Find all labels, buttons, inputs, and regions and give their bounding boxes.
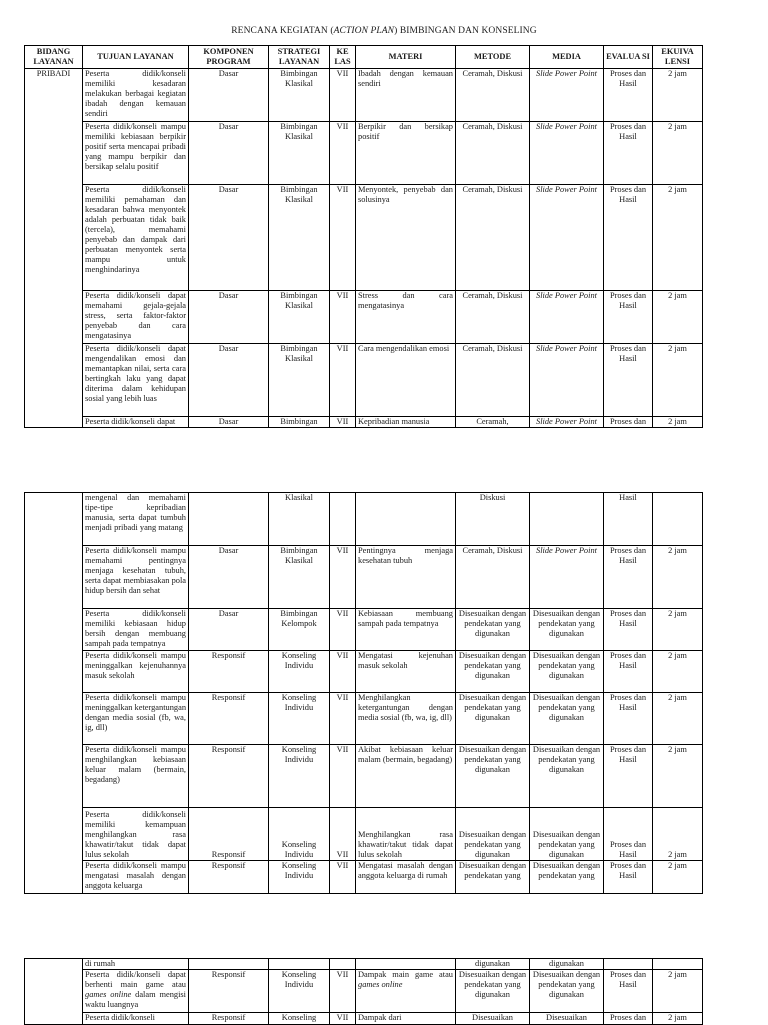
komponen-cell: Dasar — [189, 185, 269, 291]
komponen-cell: Responsif — [189, 1013, 269, 1025]
materi-cell: Akibat kebiasaan keluar malam (bermain, begadang) — [356, 745, 456, 808]
media-cell: Slide Power Point — [530, 546, 604, 609]
ekuivalensi-cell: 2 jam — [653, 291, 703, 344]
media-cell: Disesuaikan dengan pendekatan yang digunakan — [530, 693, 604, 745]
media-cell: Disesuaikan dengan pendekatan yang digunakan — [530, 609, 604, 651]
materi-cell: Stress dan cara mengatasinya — [356, 291, 456, 344]
metode-cell: Diskusi — [456, 493, 530, 546]
strategi-cell: Bimbingan Kelompok — [269, 609, 330, 651]
media-cell: Slide Power Point — [530, 344, 604, 417]
kelas-cell: VII — [330, 546, 356, 609]
tujuan-cell: Peserta didik/konseli dapat — [83, 417, 189, 428]
table-row — [25, 693, 703, 745]
action-plan-table-part-3 — [24, 958, 703, 1025]
kelas-cell — [330, 959, 356, 970]
komponen-cell: Dasar — [189, 291, 269, 344]
kelas-cell: VII — [330, 651, 356, 693]
ekuivalensi-cell: 2 jam — [653, 185, 703, 291]
materi-cell: Cara mengendalikan emosi — [356, 344, 456, 417]
media-cell: Disesuaikan dengan pendekatan yang digunakan — [530, 808, 604, 861]
metode-cell: digunakan — [456, 959, 530, 970]
table-row — [25, 959, 703, 970]
komponen-cell: Responsif — [189, 745, 269, 808]
evaluasi-cell: Proses dan — [604, 1013, 653, 1025]
metode-cell: Disesuaikan dengan pendekatan yang digunakan — [456, 651, 530, 693]
tujuan-cell: Peserta didik/konseli memiliki pemahaman dan kesadaran bahwa menyontek adalah perbuatan tidak baik (tercela), memahami penyebab dan dampak dari perbuatan menyontek serta mampu untuk menghindarinya — [83, 185, 189, 291]
evaluasi-cell: Proses dan Hasil — [604, 122, 653, 185]
evaluasi-cell: Proses dan Hasil — [604, 609, 653, 651]
header-komponen-program: KOMPONEN PROGRAM — [189, 46, 269, 69]
tujuan-cell: Peserta didik/konseli mampu meninggalkan kejenuhannya masuk sekolah — [83, 651, 189, 693]
header-media: MEDIA — [530, 46, 604, 69]
kelas-cell: VII — [330, 970, 356, 1013]
media-cell: Slide Power Point — [530, 185, 604, 291]
media-cell: Slide Power Point — [530, 417, 604, 428]
table-row — [25, 122, 703, 185]
komponen-cell: Dasar — [189, 609, 269, 651]
evaluasi-cell: Proses dan Hasil — [604, 970, 653, 1013]
strategi-cell: Konseling Individu — [269, 693, 330, 745]
materi-cell: Dampak dari — [356, 1013, 456, 1025]
tujuan-cell: Peserta didik/konseli dapat memahami gejala-gejala stress, serta faktor-faktor penyebab dan cara mengatasinya — [83, 291, 189, 344]
evaluasi-cell: Proses dan Hasil — [604, 344, 653, 417]
materi-cell: Ibadah dengan kemauan sendiri — [356, 69, 456, 122]
metode-cell: Ceramah, Diskusi — [456, 291, 530, 344]
komponen-cell: Dasar — [189, 122, 269, 185]
media-cell: Slide Power Point — [530, 122, 604, 185]
kelas-cell: VII — [330, 122, 356, 185]
materi-cell: Mengatasi masalah dengan anggota keluarga di rumah — [356, 861, 456, 894]
tujuan-cell: Peserta didik/konseli mampu menghilangkan kebiasaan keluar malam (bermain, begadang) — [83, 745, 189, 808]
komponen-cell: Dasar — [189, 69, 269, 122]
table-row — [25, 1013, 703, 1025]
materi-cell: Pentingnya menjaga kesehatan tubuh — [356, 546, 456, 609]
metode-cell: Ceramah, Diskusi — [456, 546, 530, 609]
strategi-cell — [269, 959, 330, 970]
kelas-cell: VII — [330, 808, 356, 861]
tujuan-cell: Peserta didik/konseli mampu meninggalkan ketergantungan dengan media sosial (fb, wa, ig, dll) — [83, 693, 189, 745]
evaluasi-cell: Proses dan Hasil — [604, 185, 653, 291]
table-row — [25, 69, 703, 122]
ekuivalensi-cell — [653, 493, 703, 546]
strategi-cell: Bimbingan Klasikal — [269, 122, 330, 185]
media-cell: Disesuaikan dengan pendekatan yang digunakan — [530, 970, 604, 1013]
evaluasi-cell: Proses dan Hasil — [604, 745, 653, 808]
metode-cell: Disesuaikan dengan pendekatan yang digunakan — [456, 609, 530, 651]
materi-cell: Kebiasaan membuang sampah pada tempatnya — [356, 609, 456, 651]
tujuan-cell: Peserta didik/konseli memiliki kebiasaan hidup bersih dengan membuang sampah pada tempatnya — [83, 609, 189, 651]
komponen-cell: Dasar — [189, 546, 269, 609]
metode-cell: Disesuaikan dengan pendekatan yang digunakan — [456, 745, 530, 808]
ekuivalensi-cell: 2 jam — [653, 546, 703, 609]
media-cell: Disesuaikan dengan pendekatan yang digunakan — [530, 745, 604, 808]
kelas-cell: VII — [330, 185, 356, 291]
table-row — [25, 291, 703, 344]
ekuivalensi-cell: 2 jam — [653, 1013, 703, 1025]
tujuan-cell: Peserta didik/konseli mampu memahami pentingnya menjaga kesehatan tubuh, serta dapat membiasakan pola hidup bersih dan sehat — [83, 546, 189, 609]
kelas-cell: VII — [330, 417, 356, 428]
metode-cell: Disesuaikan dengan pendekatan yang digunakan — [456, 970, 530, 1013]
strategi-cell: Bimbingan — [269, 417, 330, 428]
strategi-cell: Konseling Individu — [269, 651, 330, 693]
metode-cell: Ceramah, Diskusi — [456, 185, 530, 291]
strategi-cell: Konseling Individu — [269, 970, 330, 1013]
table-row — [25, 651, 703, 693]
evaluasi-cell — [604, 959, 653, 970]
evaluasi-cell: Hasil — [604, 493, 653, 546]
media-cell: Disesuaikan dengan pendekatan yang — [530, 861, 604, 894]
evaluasi-cell: Proses dan Hasil — [604, 693, 653, 745]
ekuivalensi-cell — [653, 959, 703, 970]
tujuan-cell: mengenal dan memahami tipe-tipe kepribadian manusia, serta dapat tumbuh menjadi pribadi yang matang — [83, 493, 189, 546]
header-metode: METODE — [456, 46, 530, 69]
bidang-layanan-cell: PRIBADI — [25, 69, 83, 428]
kelas-cell: VII — [330, 861, 356, 894]
metode-cell: Disesuaikan dengan pendekatan yang digunakan — [456, 808, 530, 861]
ekuivalensi-cell: 2 jam — [653, 609, 703, 651]
strategi-cell: Konseling Individu — [269, 808, 330, 861]
metode-cell: Disesuaikan dengan pendekatan yang digunakan — [456, 693, 530, 745]
komponen-cell — [189, 493, 269, 546]
metode-cell: Ceramah, Diskusi — [456, 69, 530, 122]
kelas-cell: VII — [330, 609, 356, 651]
metode-cell: Ceramah, Diskusi — [456, 122, 530, 185]
media-cell: digunakan — [530, 959, 604, 970]
metode-cell: Ceramah, — [456, 417, 530, 428]
komponen-cell: Dasar — [189, 417, 269, 428]
ekuivalensi-cell: 2 jam — [653, 745, 703, 808]
media-cell — [530, 493, 604, 546]
tujuan-cell: Peserta didik/konseli mampu memiliki kebiasaan berpikir positif serta mencapai pribadi yang mampu berpikir dan bersikap selalu positif — [83, 122, 189, 185]
header-materi: MATERI — [356, 46, 456, 69]
table-row — [25, 546, 703, 609]
tujuan-cell: Peserta didik/konseli mampu mengatasi masalah dengan anggota keluarga — [83, 861, 189, 894]
komponen-cell — [189, 959, 269, 970]
table-row — [25, 745, 703, 808]
komponen-cell: Responsif — [189, 970, 269, 1013]
materi-cell: Menghilangkan ketergantungan dengan media sosial (fb, wa, ig, dll) — [356, 693, 456, 745]
materi-cell — [356, 959, 456, 970]
komponen-cell: Dasar — [189, 344, 269, 417]
strategi-cell: Bimbingan Klasikal — [269, 69, 330, 122]
ekuivalensi-cell: 2 jam — [653, 693, 703, 745]
ekuivalensi-cell: 2 jam — [653, 970, 703, 1013]
table-row — [25, 609, 703, 651]
evaluasi-cell: Proses dan Hasil — [604, 861, 653, 894]
komponen-cell: Responsif — [189, 808, 269, 861]
komponen-cell: Responsif — [189, 693, 269, 745]
metode-cell: Ceramah, Diskusi — [456, 344, 530, 417]
media-cell: Disesuaikan — [530, 1013, 604, 1025]
table-row — [25, 808, 703, 861]
strategi-cell: Klasikal — [269, 493, 330, 546]
kelas-cell: VII — [330, 745, 356, 808]
evaluasi-cell: Proses dan Hasil — [604, 808, 653, 861]
metode-cell: Disesuaikan — [456, 1013, 530, 1025]
table-row — [25, 344, 703, 417]
tujuan-cell: Peserta didik/konseli — [83, 1013, 189, 1025]
ekuivalensi-cell: 2 jam — [653, 69, 703, 122]
bidang-layanan-cell — [25, 959, 83, 1025]
strategi-cell: Konseling Individu — [269, 861, 330, 894]
materi-cell: Menghilangkan rasa khawatir/takut tidak dapat lulus sekolah — [356, 808, 456, 861]
evaluasi-cell: Proses dan Hasil — [604, 546, 653, 609]
table-row — [25, 861, 703, 894]
kelas-cell — [330, 493, 356, 546]
materi-cell — [356, 493, 456, 546]
materi-cell: Menyontek, penyebab dan solusinya — [356, 185, 456, 291]
action-plan-table-part-1 — [24, 45, 703, 428]
strategi-cell: Bimbingan Klasikal — [269, 344, 330, 417]
ekuivalensi-cell: 2 jam — [653, 344, 703, 417]
header-kelas: KE LAS — [330, 46, 356, 69]
strategi-cell: Bimbingan Klasikal — [269, 546, 330, 609]
komponen-cell: Responsif — [189, 651, 269, 693]
evaluasi-cell: Proses dan — [604, 417, 653, 428]
tujuan-cell: di rumah — [83, 959, 189, 970]
bidang-layanan-cell — [25, 493, 83, 894]
media-cell: Slide Power Point — [530, 291, 604, 344]
table-row — [25, 493, 703, 546]
materi-cell: Mengatasi kejenuhan masuk sekolah — [356, 651, 456, 693]
kelas-cell: VII — [330, 693, 356, 745]
document-title: RENCANA KEGIATAN (ACTION PLAN) BIMBINGAN DAN KONSELING — [231, 26, 537, 36]
komponen-cell: Responsif — [189, 861, 269, 894]
media-cell: Slide Power Point — [530, 69, 604, 122]
header-evaluasi: EVALUA SI — [604, 46, 653, 69]
materi-cell: Dampak main game atau games online — [356, 970, 456, 1013]
table-row — [25, 417, 703, 428]
header-tujuan-layanan: TUJUAN LAYANAN — [83, 46, 189, 69]
table-row — [25, 185, 703, 291]
ekuivalensi-cell: 2 jam — [653, 651, 703, 693]
evaluasi-cell: Proses dan Hasil — [604, 651, 653, 693]
tujuan-cell: Peserta didik/konseli memiliki kesadaran melakukan berbagai kegiatan ibadah dengan kemauan sendiri — [83, 69, 189, 122]
tujuan-cell: Peserta didik/konseli dapat mengendalikan emosi dan memantapkan nilai, serta cara bertingkah laku yang dapat diterima dalam kehidupan sosial yang lebih luas — [83, 344, 189, 417]
materi-cell: Berpikir dan bersikap positif — [356, 122, 456, 185]
header-bidang-layanan: BIDANG LAYANAN — [25, 46, 83, 69]
strategi-cell: Konseling — [269, 1013, 330, 1025]
strategi-cell: Bimbingan Klasikal — [269, 291, 330, 344]
table-row — [25, 970, 703, 1013]
materi-cell: Kepribadian manusia — [356, 417, 456, 428]
action-plan-table-part-2 — [24, 492, 703, 894]
media-cell: Disesuaikan dengan pendekatan yang digunakan — [530, 651, 604, 693]
metode-cell: Disesuaikan dengan pendekatan yang — [456, 861, 530, 894]
kelas-cell: VII — [330, 1013, 356, 1025]
ekuivalensi-cell: 2 jam — [653, 417, 703, 428]
tujuan-cell: Peserta didik/konseli dapat berhenti main game atau games online dalam mengisi waktu luangnya — [83, 970, 189, 1013]
strategi-cell: Konseling Individu — [269, 745, 330, 808]
ekuivalensi-cell: 2 jam — [653, 861, 703, 894]
kelas-cell: VII — [330, 344, 356, 417]
header-ekuivalensi: EKUIVA LENSI — [653, 46, 703, 69]
evaluasi-cell: Proses dan Hasil — [604, 291, 653, 344]
tujuan-cell: Peserta didik/konseli memiliki kemampuan menghilangkan rasa khawatir/takut tidak dapat lulus sekolah — [83, 808, 189, 861]
ekuivalensi-cell: 2 jam — [653, 122, 703, 185]
evaluasi-cell: Proses dan Hasil — [604, 69, 653, 122]
kelas-cell: VII — [330, 69, 356, 122]
ekuivalensi-cell: 2 jam — [653, 808, 703, 861]
header-strategi-layanan: STRATEGI LAYANAN — [269, 46, 330, 69]
kelas-cell: VII — [330, 291, 356, 344]
strategi-cell: Bimbingan Klasikal — [269, 185, 330, 291]
